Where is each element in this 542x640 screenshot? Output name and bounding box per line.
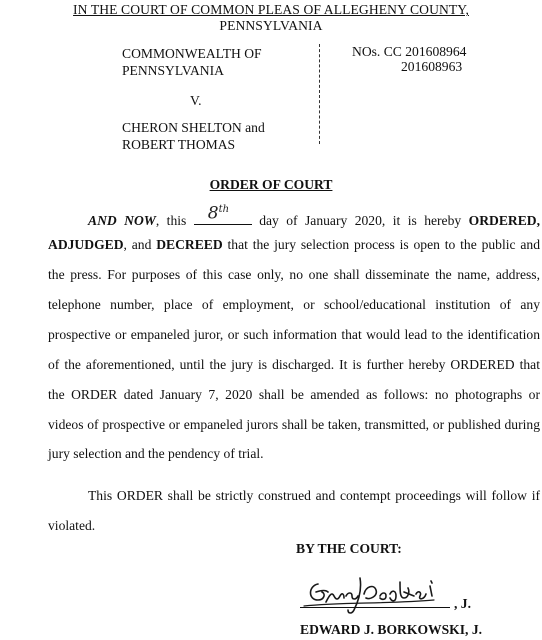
case-number-1: NOs. CC 201608964	[352, 44, 467, 59]
case-numbers	[352, 44, 466, 74]
defendants-line-2: ROBERT THOMAS	[122, 137, 236, 152]
order-title: ORDER OF COURT	[209, 177, 333, 192]
day-blank	[194, 203, 252, 225]
day-rest-text: day of January 2020, it is hereby	[259, 213, 462, 228]
order-para2-line-1: This ORDER shall be strictly construed and contempt proceedings will follow if	[88, 488, 540, 503]
signature-line	[300, 607, 450, 608]
order-line-9: jury selection and the pendency of trial.	[48, 446, 264, 461]
case-number-2: 201608963	[401, 59, 463, 74]
order-line-8: videos of prospective or empaneled jurors shall be taken, transmitted, or published during	[48, 417, 540, 432]
court-name-line: IN THE COURT OF COMMON PLEAS OF ALLEGHENY COUNTY,	[73, 2, 469, 17]
defendants-line-1: CHERON SHELTON and	[122, 120, 265, 135]
by-the-court-label: BY THE COURT:	[296, 541, 402, 556]
judge-name: EDWARD J. BORKOWSKI, J.	[300, 622, 483, 637]
court-state-line: PENNSYLVANIA	[219, 18, 323, 33]
order-line-6: of the aforementioned, until the jury is discharged. It is further hereby ORDERED that	[48, 357, 540, 372]
court-header	[0, 2, 542, 34]
versus-label: V.	[190, 93, 202, 108]
order-line-2: ADJUDGED, and DECREED that the jury selection process is open to the public and	[48, 237, 540, 252]
defendants-names	[122, 119, 265, 153]
plaintiff-line-1: COMMONWEALTH OF	[122, 46, 262, 61]
this-text: , this	[155, 213, 187, 228]
order-line-7: the ORDER dated January 7, 2020 shall be amended as follows: no photographs or	[48, 387, 540, 402]
handwritten-day: 8th	[207, 203, 230, 224]
order-para2-line-2: violated.	[48, 518, 96, 533]
caption-divider	[319, 44, 320, 144]
and-now-text: AND NOW	[88, 213, 156, 228]
ordered-text: ORDERED,	[468, 213, 541, 228]
judge-signature	[300, 566, 450, 616]
order-line-4: telephone number, place of employment, or school/educational institution of any	[48, 297, 540, 312]
order-line-5: prospective or empaneled juror, or such information that would lead to the identification	[48, 327, 540, 342]
decreed-text: DECREED	[156, 237, 223, 252]
adjudged-text: ADJUDGED	[48, 237, 124, 252]
plaintiff-line-2: PENNSYLVANIA	[122, 63, 224, 78]
order-line-3: the press. For purposes of this case only, no one shall disseminate the name, address,	[48, 267, 540, 282]
judge-suffix: , J.	[454, 596, 471, 611]
order-line-1	[48, 203, 541, 229]
plaintiff-name	[122, 45, 262, 79]
